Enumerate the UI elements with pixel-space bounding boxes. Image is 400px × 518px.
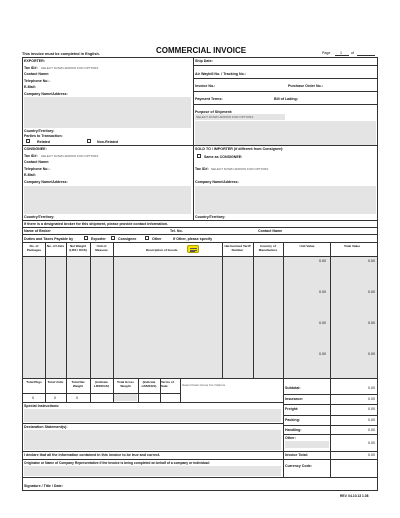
page-number[interactable]: 1 (340, 51, 342, 55)
related-checkbox[interactable] (26, 139, 30, 143)
parties-label: Parties to Transaction: (24, 134, 63, 138)
exporter-email-label: E-Mail: (24, 85, 36, 89)
freight-value[interactable]: 0.00 (368, 407, 375, 411)
sold-to-tax-id-select[interactable]: SELECT DOWN ARROW FOR OPTIONS (211, 167, 269, 171)
total-pkgs-label: Total Pkgs (26, 380, 42, 384)
exporter-company-label: Company Name/Address: (24, 92, 68, 96)
exporter-country-label: Country/Territory: (24, 129, 55, 133)
exporter-telephone-label: Telephone No.: (24, 79, 50, 83)
broker-contact-label: Contact Name (258, 229, 283, 233)
row1-unit-value[interactable]: 0.00 (319, 259, 326, 263)
goods-entry-area[interactable] (23, 257, 377, 378)
total-units-value: 0 (54, 396, 56, 400)
packing-label: Packing: (285, 418, 300, 422)
row1-total-value: 0.00 (368, 259, 375, 263)
page-label: Page (322, 51, 331, 55)
freight-label: Freight: (285, 407, 299, 411)
col-uom: Unit of Measure (95, 244, 108, 252)
invoice-total-value: 0.00 (368, 453, 375, 457)
other-label: Other: (285, 436, 296, 440)
row2-unit-value[interactable]: 0.00 (319, 290, 326, 294)
exporter-tax-id-label: Tax ID#: (24, 66, 38, 70)
non-related-checkbox[interactable] (87, 139, 91, 143)
duties-consignee-checkbox[interactable] (111, 236, 115, 240)
insurance-label: Insurance: (285, 397, 304, 401)
consignee-contact-label: Contact Name: (24, 160, 50, 164)
duties-other-checkbox[interactable] (145, 236, 149, 240)
row3-unit-value[interactable]: 0.00 (319, 321, 326, 325)
duties-other-label: Other (152, 237, 162, 241)
col-unit-value: Unit Value (299, 244, 315, 248)
other-value[interactable]: 0.00 (368, 441, 375, 445)
page-title: COMMERCIAL INVOICE (156, 46, 247, 55)
terms-of-sale-select[interactable]: Select Down Arrow For Options (182, 383, 226, 387)
row4-unit-value[interactable]: 0.00 (319, 352, 326, 356)
duties-other-specify: If Other, please specify (173, 237, 213, 241)
consignee-tax-id-label: Tax ID#: (24, 154, 38, 158)
same-as-consignee-label: Same as CONSIGNEE: (204, 155, 243, 159)
non-related-label: Non-Related (97, 140, 119, 144)
declaration-field[interactable] (24, 430, 281, 450)
purpose-select[interactable]: SELECT DOWN ARROW FOR OPTIONS (196, 115, 254, 119)
purpose-label: Purpose of Shipment: (195, 110, 233, 114)
indicate-net-unit-label: (Indicate LBS/KGS) (94, 380, 109, 388)
duties-label: Duties and Taxes Payable by (24, 237, 74, 241)
signature-label: Signature / Title / Date: (24, 484, 63, 488)
currency-code-label: Currency Code: (285, 464, 312, 468)
col-country: Country of Manufacture (258, 244, 278, 252)
purchase-order-label: Purchase Order No.: (288, 84, 323, 88)
total-pkgs-value: 0 (32, 396, 34, 400)
declare-statement: I declare that all the information contained in this invoice to be true and correct. (24, 453, 161, 457)
same-as-consignee-checkbox[interactable] (197, 154, 201, 158)
bill-of-lading-label: Bill of Lading: (274, 97, 298, 101)
ship-date-label: Ship Date: (195, 59, 213, 63)
row4-total-value: 0.00 (368, 352, 375, 356)
declaration-label: Declaration Statement(s): (24, 425, 68, 429)
total-units-label: Total Units (47, 380, 64, 384)
of-label: of (351, 51, 354, 55)
handling-label: Handling: (285, 428, 302, 432)
sold-to-address-field[interactable] (195, 186, 376, 214)
indicate-gross-unit-label: (Indicate LBS/KGS) (141, 380, 157, 388)
col-units: No. of Units (46, 244, 65, 248)
special-instructions-field[interactable] (24, 409, 281, 422)
originator-label: Originator or Name of Company Representative if the invoice is being completed on behalf of a company or individual: (24, 461, 210, 465)
handling-value[interactable]: 0.00 (368, 428, 375, 432)
consignee-address-field[interactable] (24, 186, 191, 214)
row2-total-value: 0.00 (368, 290, 375, 294)
col-packages: No. of Packages (26, 244, 42, 252)
total-net-weight-label: Total Net Weight (71, 380, 85, 388)
sold-to-country-label: Country/Territory: (195, 215, 226, 219)
col-hts: Harmonized Tariff Number (224, 244, 251, 252)
row3-total-value: 0.00 (368, 321, 375, 325)
payment-terms-label: Payment Terms: (195, 97, 223, 101)
consignee-email-label: E-Mail: (24, 173, 36, 177)
sold-to-tax-id-label: Tax ID#: (195, 167, 209, 171)
duties-consignee-label: Consignee (118, 237, 137, 241)
broker-note: If there is a designated broker for this shipment, please provide contact information. (24, 222, 168, 226)
subtotal-label: Subtotal: (285, 386, 301, 390)
purpose-details-field[interactable] (195, 121, 376, 145)
sold-to-company-label: Company Name/Address: (195, 180, 239, 184)
originator-field[interactable] (24, 466, 281, 476)
col-net-weight: Net Weight (LBS / KGS) (69, 244, 87, 252)
comment-note-icon[interactable] (187, 245, 199, 253)
english-instruction: This invoice must be completed in English. (22, 52, 100, 56)
subtotal-value: 0.00 (368, 386, 375, 390)
gross-weight-field[interactable] (114, 394, 137, 401)
col-description: Description of Goods (146, 248, 178, 252)
invoice-total-label: Invoice Total: (285, 453, 308, 457)
consignee-tax-id-select[interactable]: SELECT DOWN ARROW FOR OPTIONS (41, 154, 99, 158)
broker-tel-label: Tel. No. (170, 229, 183, 233)
revision-label: REV. 04.10.13 1.08 (340, 494, 369, 498)
insurance-value[interactable]: 0.00 (368, 397, 375, 401)
duties-exporter-label: Exporter (91, 237, 106, 241)
total-gross-weight-label: Total Gross Weight (117, 380, 134, 388)
packing-value[interactable]: 0.00 (368, 418, 375, 422)
invoice-number-label: Invoice No.: (195, 84, 216, 88)
consignee-company-label: Company Name/Address: (24, 180, 68, 184)
terms-of-sale-label: Terms of Sale: (161, 380, 174, 388)
consignee-heading: CONSIGNEE: (24, 147, 47, 151)
broker-name-label: Name of Broker (24, 229, 51, 233)
waybill-label: Air Waybill No. / Tracking No.: (195, 72, 246, 76)
total-net-weight-value: 0 (76, 396, 78, 400)
related-label: Related (37, 140, 50, 144)
exporter-tax-id-select[interactable]: SELECT DOWN ARROW FOR OPTIONS (41, 66, 99, 70)
consignee-country-label: Country/Territory: (24, 215, 55, 219)
duties-exporter-checkbox[interactable] (84, 236, 88, 240)
other-description-field[interactable] (285, 441, 329, 448)
exporter-contact-label: Contact Name: (24, 72, 50, 76)
col-total-value: Total Value (343, 244, 361, 248)
consignee-telephone-label: Telephone No.: (24, 167, 50, 171)
special-instructions-label: Special Instructions: (24, 404, 60, 408)
sold-to-heading: SOLD TO / IMPORTER (if different from Consignee): (195, 147, 284, 151)
exporter-heading: EXPORTER: (24, 59, 45, 63)
exporter-address-field[interactable] (24, 97, 191, 128)
